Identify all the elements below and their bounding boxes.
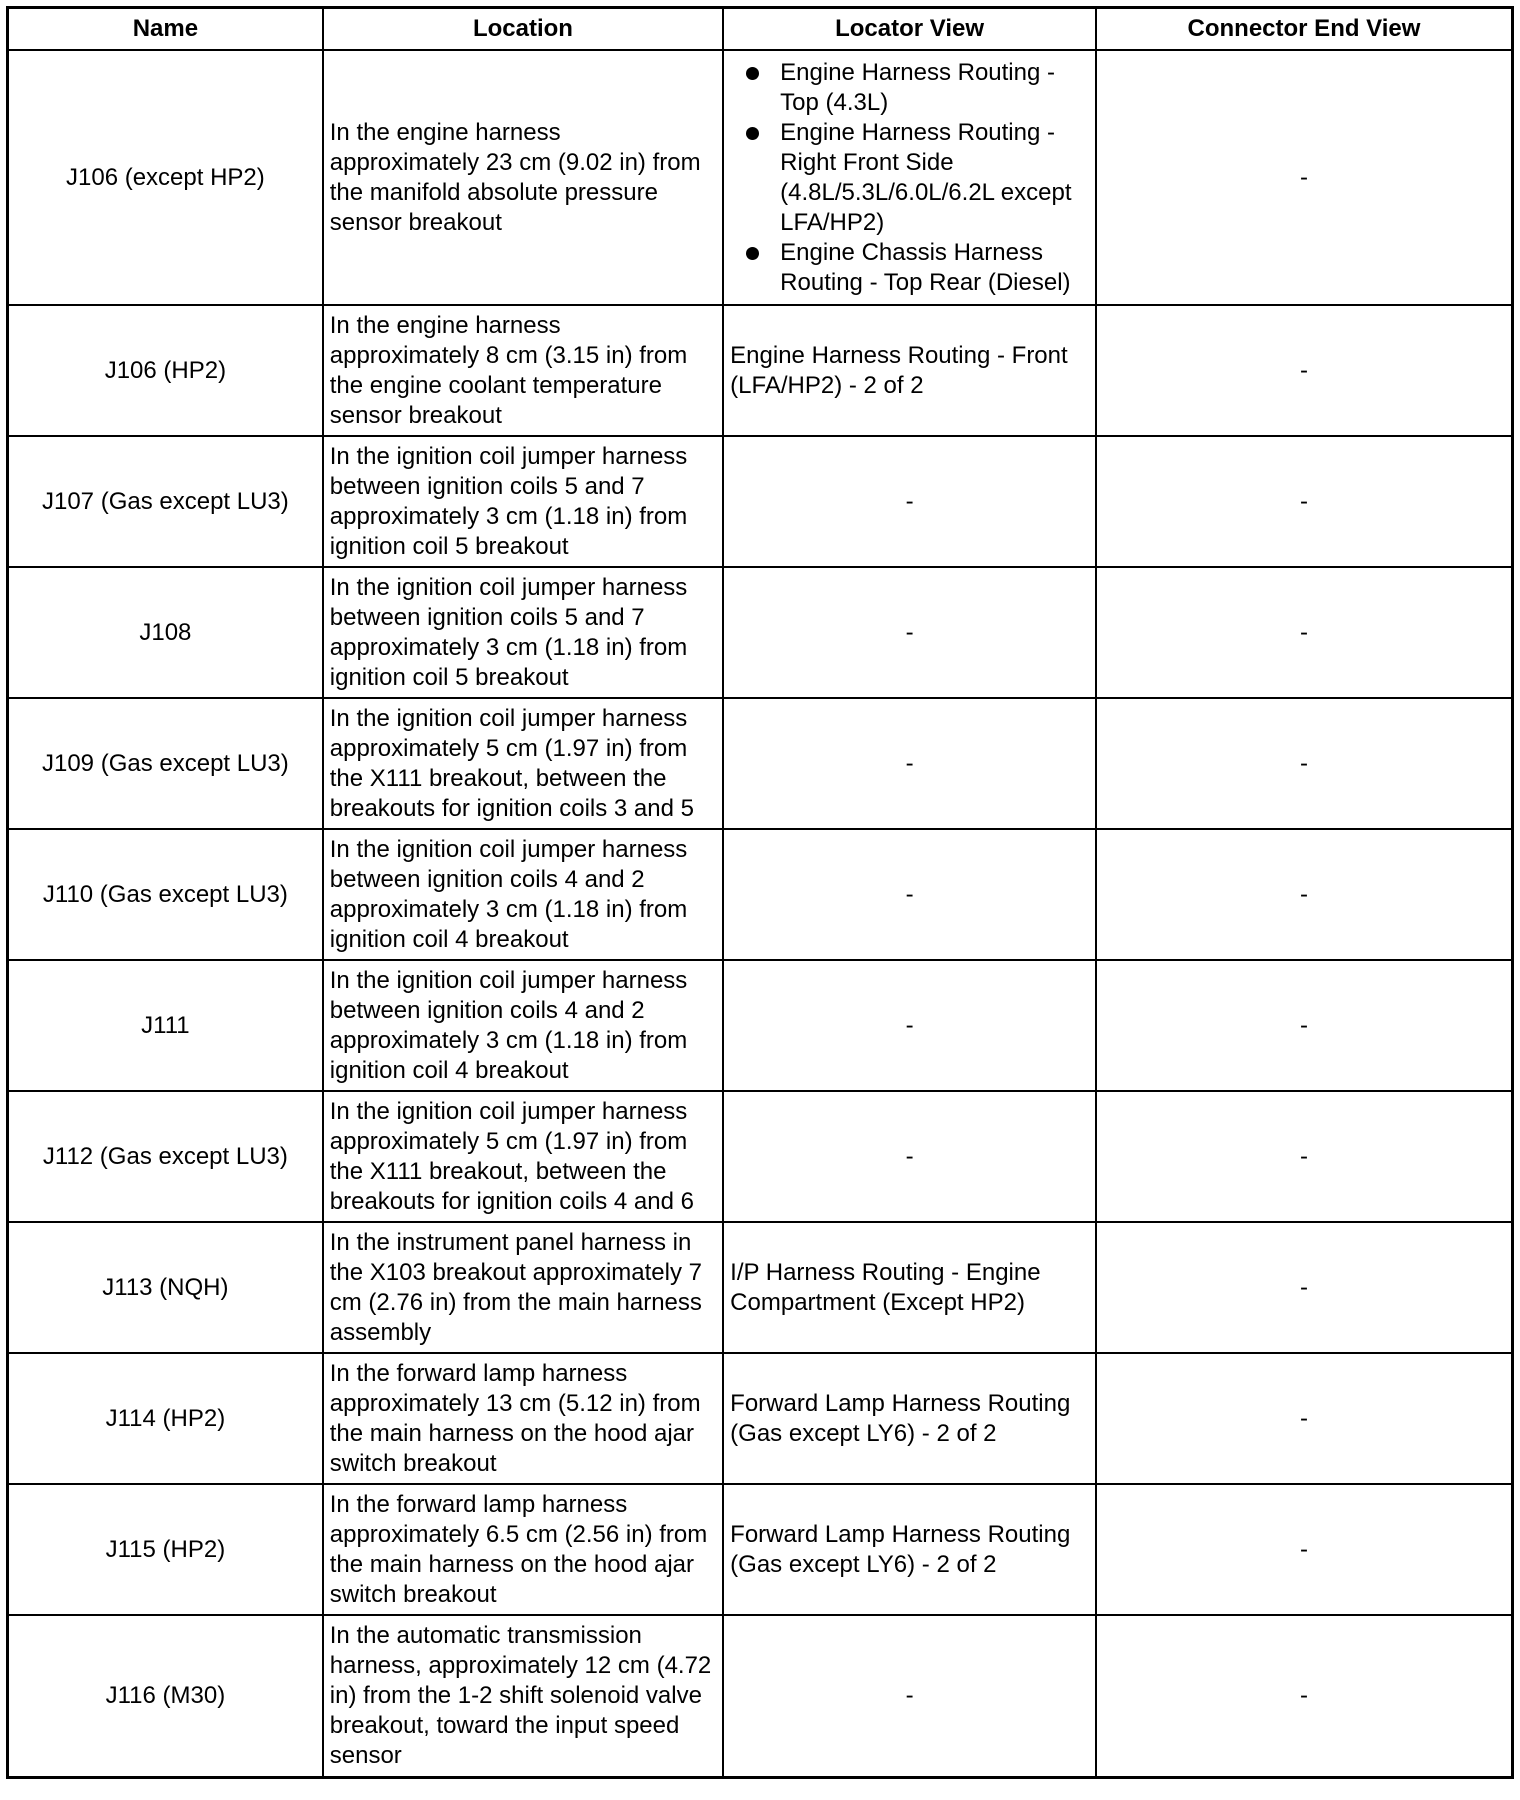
row-name: J112 (Gas except LU3) [8, 1091, 323, 1222]
col-header-locator-view: Locator View [723, 8, 1096, 51]
row-connector-end-view: - [1096, 436, 1513, 567]
row-name: J107 (Gas except LU3) [8, 436, 323, 567]
table-row [8, 960, 1513, 1091]
table-row [8, 1353, 1513, 1484]
row-connector-end-view: - [1096, 1091, 1513, 1222]
row-locator-view: - [723, 567, 1096, 698]
row-location: In the ignition coil jumper harness between ignition coils 5 and 7 approximately 3 cm (1.18 in) from ignition coil 5 breakout [323, 436, 723, 567]
row-connector-end-view: - [1096, 829, 1513, 960]
col-header-connector-end-view: Connector End View [1096, 8, 1513, 51]
row-name: J113 (NQH) [8, 1222, 323, 1353]
row-location: In the ignition coil jumper harness between ignition coils 5 and 7 approximately 3 cm (1.18 in) from ignition coil 5 breakout [323, 567, 723, 698]
row-locator-view: Forward Lamp Harness Routing (Gas except LY6) - 2 of 2 [723, 1353, 1096, 1484]
row-location: In the engine harness approximately 23 cm (9.02 in) from the manifold absolute pressure sensor breakout [323, 50, 723, 305]
row-name: J115 (HP2) [8, 1484, 323, 1615]
connector-table [6, 6, 1514, 1779]
row-name: J116 (M30) [8, 1615, 323, 1777]
table-row [8, 1484, 1513, 1615]
table-row [8, 567, 1513, 698]
row-locator-view: - [723, 1615, 1096, 1777]
row-name: J108 [8, 567, 323, 698]
locator-list-item: Engine Chassis Harness Routing - Top Rear (Diesel) [780, 238, 1089, 298]
table-row [8, 1091, 1513, 1222]
row-locator-view: - [723, 698, 1096, 829]
row-location: In the automatic transmission harness, approximately 12 cm (4.72 in) from the 1-2 shift solenoid valve breakout, toward the input speed sensor [323, 1615, 723, 1777]
row-connector-end-view: - [1096, 567, 1513, 698]
row-name: J106 (except HP2) [8, 50, 323, 305]
row-connector-end-view: - [1096, 960, 1513, 1091]
row-connector-end-view: - [1096, 50, 1513, 305]
table-row [8, 1615, 1513, 1777]
row-name: J106 (HP2) [8, 305, 323, 436]
row-location: In the ignition coil jumper harness approximately 5 cm (1.97 in) from the X111 breakout, between the breakouts for ignition coils 3 and 5 [323, 698, 723, 829]
col-header-name: Name [8, 8, 323, 51]
row-name: J111 [8, 960, 323, 1091]
row-connector-end-view: - [1096, 1353, 1513, 1484]
row-connector-end-view: - [1096, 305, 1513, 436]
row-name: J114 (HP2) [8, 1353, 323, 1484]
table-row [8, 829, 1513, 960]
header-row [8, 8, 1513, 51]
table-row [8, 305, 1513, 436]
row-locator-view: - [723, 829, 1096, 960]
row-connector-end-view: - [1096, 1222, 1513, 1353]
locator-list [730, 58, 1089, 298]
table-row [8, 50, 1513, 305]
row-connector-end-view: - [1096, 698, 1513, 829]
row-locator-view: Engine Harness Routing - Front (LFA/HP2) - 2 of 2 [723, 305, 1096, 436]
row-locator-view: - [723, 1091, 1096, 1222]
row-locator-view: I/P Harness Routing - Engine Compartment (Except HP2) [723, 1222, 1096, 1353]
table-row [8, 1222, 1513, 1353]
row-connector-end-view: - [1096, 1484, 1513, 1615]
row-name: J109 (Gas except LU3) [8, 698, 323, 829]
locator-list-item: Engine Harness Routing - Top (4.3L) [780, 58, 1089, 118]
col-header-location: Location [323, 8, 723, 51]
row-location: In the forward lamp harness approximately 13 cm (5.12 in) from the main harness on the hood ajar switch breakout [323, 1353, 723, 1484]
row-locator-view [723, 50, 1096, 305]
row-locator-view: - [723, 960, 1096, 1091]
row-location: In the ignition coil jumper harness between ignition coils 4 and 2 approximately 3 cm (1.18 in) from ignition coil 4 breakout [323, 960, 723, 1091]
locator-list-item: Engine Harness Routing - Right Front Side (4.8L/5.3L/6.0L/6.2L except LFA/HP2) [780, 118, 1089, 238]
row-connector-end-view: - [1096, 1615, 1513, 1777]
row-locator-view: - [723, 436, 1096, 567]
row-locator-view: Forward Lamp Harness Routing (Gas except LY6) - 2 of 2 [723, 1484, 1096, 1615]
table-row [8, 698, 1513, 829]
row-location: In the ignition coil jumper harness between ignition coils 4 and 2 approximately 3 cm (1.18 in) from ignition coil 4 breakout [323, 829, 723, 960]
row-location: In the forward lamp harness approximately 6.5 cm (2.56 in) from the main harness on the hood ajar switch breakout [323, 1484, 723, 1615]
row-name: J110 (Gas except LU3) [8, 829, 323, 960]
table-row [8, 436, 1513, 567]
row-location: In the engine harness approximately 8 cm (3.15 in) from the engine coolant temperature sensor breakout [323, 305, 723, 436]
row-location: In the ignition coil jumper harness approximately 5 cm (1.97 in) from the X111 breakout, between the breakouts for ignition coils 4 and 6 [323, 1091, 723, 1222]
row-location: In the instrument panel harness in the X103 breakout approximately 7 cm (2.76 in) from the main harness assembly [323, 1222, 723, 1353]
